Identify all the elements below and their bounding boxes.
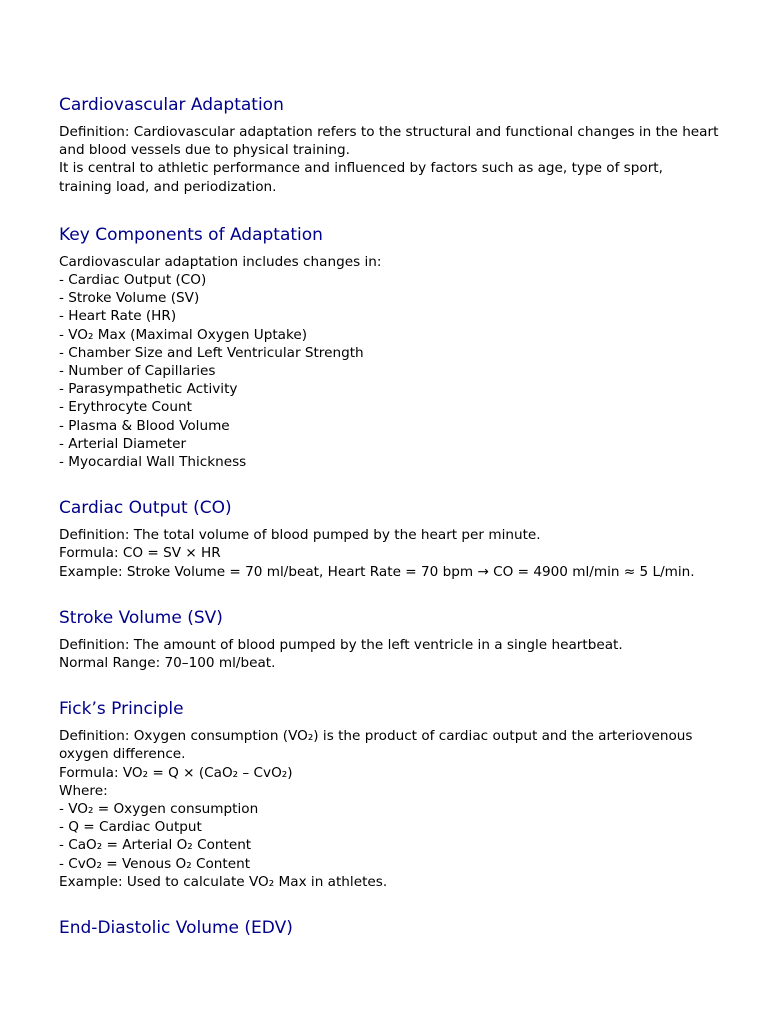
section-body <box>59 123 719 196</box>
section-heading: End-Diastolic Volume (EDV) <box>59 918 293 939</box>
paragraph-line: Example: Used to calculate VO₂ Max in athletes. <box>59 873 388 890</box>
paragraph-line: Definition: The amount of blood pumped by the left ventricle in a single heartbeat. <box>59 636 623 653</box>
list-item: - VO₂ = Oxygen consumption <box>59 801 259 818</box>
list-item: - CaO₂ = Arterial O₂ Content <box>59 837 252 854</box>
section-body <box>59 526 719 581</box>
list-item: - Myocardial Wall Thickness <box>59 454 247 471</box>
section-end-diastolic-volume <box>59 917 719 939</box>
list-item: - Cardiac Output (CO) <box>59 272 207 289</box>
paragraph-line: Formula: CO = SV × HR <box>59 545 221 562</box>
paragraph-line: Definition: Oxygen consumption (VO₂) is the product of cardiac output and the arteriovenous oxygen difference. <box>59 728 693 763</box>
section-heading: Key Components of Adaptation <box>59 224 323 245</box>
section-ficks-principle <box>59 698 719 891</box>
list-item: - Number of Capillaries <box>59 363 216 380</box>
paragraph-line: Cardiovascular adaptation includes changes in: <box>59 253 382 270</box>
paragraph-line: It is central to athletic performance and influenced by factors such as age, type of sport, training load, and periodization. <box>59 160 663 195</box>
section-heading: Fick’s Principle <box>59 699 184 720</box>
section-body <box>59 253 719 471</box>
paragraph-line: Definition: The total volume of blood pumped by the heart per minute. <box>59 527 541 544</box>
document <box>59 94 719 939</box>
section-body <box>59 636 719 672</box>
paragraph-line: Normal Range: 70–100 ml/beat. <box>59 655 276 672</box>
section-cardiovascular-adaptation <box>59 94 719 196</box>
section-cardiac-output <box>59 497 719 581</box>
list-item: - Erythrocyte Count <box>59 399 192 416</box>
section-heading: Cardiovascular Adaptation <box>59 95 284 115</box>
list-item: - Chamber Size and Left Ventricular Strength <box>59 344 364 361</box>
list-item: - CvO₂ = Venous O₂ Content <box>59 855 251 872</box>
list-item: - Plasma & Blood Volume <box>59 417 230 434</box>
paragraph-line: Where: <box>59 782 108 799</box>
list-item: - VO₂ Max (Maximal Oxygen Uptake) <box>59 326 308 343</box>
section-heading: Stroke Volume (SV) <box>59 607 223 628</box>
section-body <box>59 727 719 891</box>
list-item: - Stroke Volume (SV) <box>59 290 200 307</box>
paragraph-line: Formula: VO₂ = Q × (CaO₂ – CvO₂) <box>59 764 293 781</box>
section-stroke-volume <box>59 607 719 672</box>
section-key-components <box>59 224 719 471</box>
paragraph-line: Example: Stroke Volume = 70 ml/beat, Heart Rate = 70 bpm → CO = 4900 ml/min ≈ 5 L/min. <box>59 563 695 580</box>
list-item: - Arterial Diameter <box>59 435 187 452</box>
list-item: - Heart Rate (HR) <box>59 308 177 325</box>
list-item: - Q = Cardiac Output <box>59 819 202 836</box>
section-heading: Cardiac Output (CO) <box>59 498 232 519</box>
list-item: - Parasympathetic Activity <box>59 381 238 398</box>
paragraph-line: Definition: Cardiovascular adaptation refers to the structural and functional changes in the heart and blood vessels due to physical training. <box>59 124 719 159</box>
